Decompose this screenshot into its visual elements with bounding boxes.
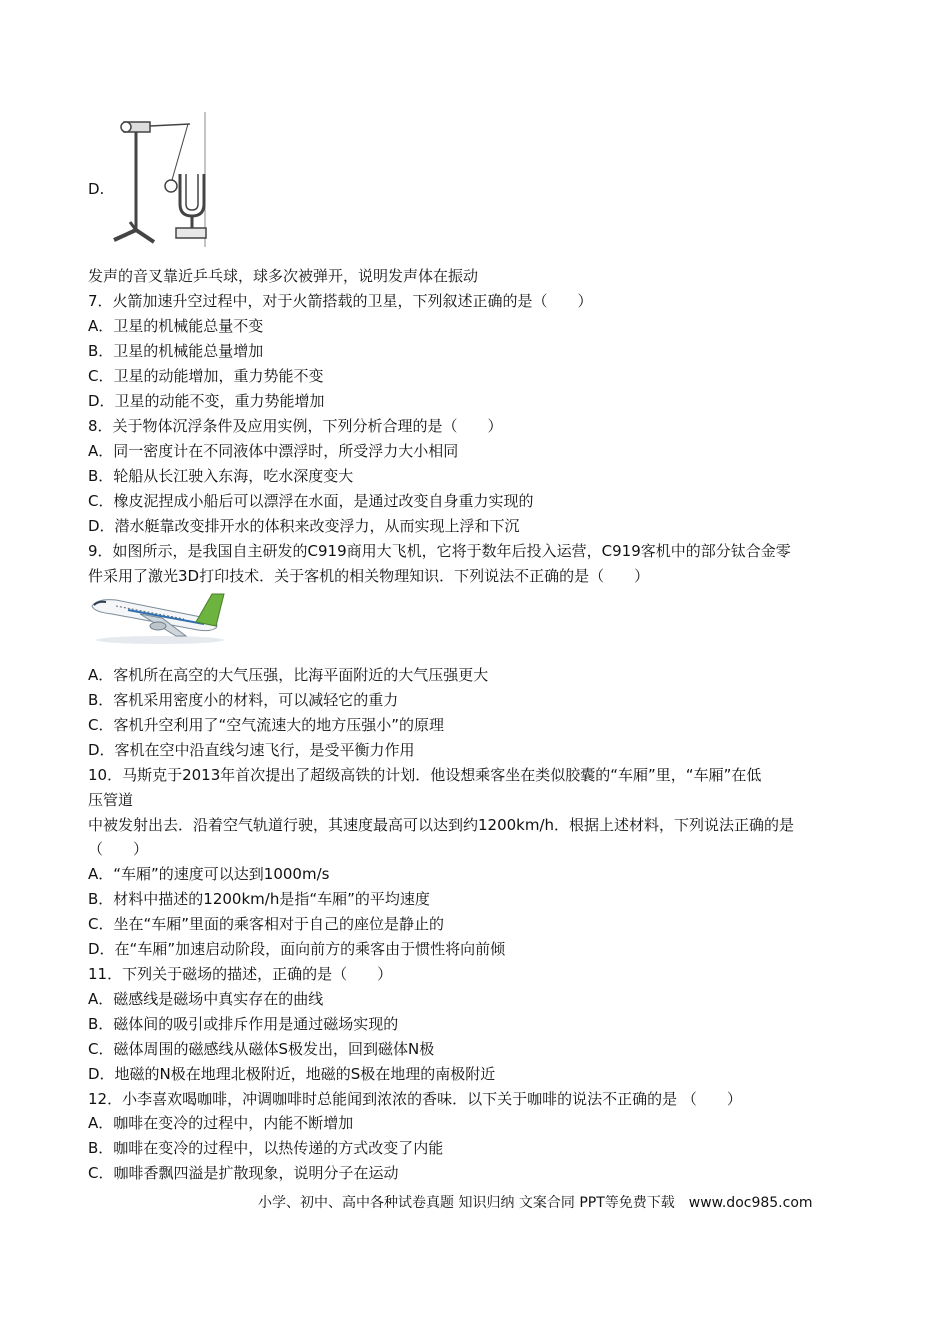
q8-option-b: B．轮船从长江驶入东海，吃水深度变大 xyxy=(88,467,354,485)
q8-option-a: A．同一密度计在不同液体中漂浮时，所受浮力大小相同 xyxy=(88,442,459,460)
q9-option-b: B．客机采用密度小的材料，可以减轻它的重力 xyxy=(88,691,399,709)
q10-option-c: C．坐在“车厢”里面的乘客相对于自己的座位是静止的 xyxy=(88,915,445,933)
q6-caption: 发声的音叉靠近乒乓球，球多次被弹开，说明发声体在振动 xyxy=(88,267,479,285)
q8-option-c: C．橡皮泥捏成小船后可以漂浮在水面，是通过改变自身重力实现的 xyxy=(88,492,534,510)
tuning-fork-figure xyxy=(108,112,208,247)
q8-stem: 8．关于物体沉浮条件及应用实例，下列分析合理的是（ ） xyxy=(88,417,503,435)
q10-stem-line3: 中被发射出去．沿着空气轨道行驶，其速度最高可以达到约1200km/h．根据上述材料，下列说法正确的是 xyxy=(88,816,795,834)
q10-option-b: B．材料中描述的1200km/h是指“车厢”的平均速度 xyxy=(88,890,430,908)
q9-stem-line2: 件采用了激光3D打印技术．关于客机的相关物理知识．下列说法不正确的是（ ） xyxy=(88,567,650,585)
q9-option-a: A．客机所在高空的大气压强，比海平面附近的大气压强更大 xyxy=(88,666,489,684)
q11-option-c: C．磁体周围的磁感线从磁体S极发出，回到磁体N极 xyxy=(88,1040,435,1058)
q10-stem-line2: 压管道 xyxy=(88,791,134,809)
q10-option-a: A．“车厢”的速度可以达到1000m/s xyxy=(88,865,330,883)
q7-stem: 7．火箭加速升空过程中，对于火箭搭载的卫星，下列叙述正确的是（ ） xyxy=(88,292,593,310)
q9-option-c: C．客机升空利用了“空气流速大的地方压强小”的原理 xyxy=(88,716,445,734)
q12-option-a: A．咖啡在变冷的过程中，内能不断增加 xyxy=(88,1114,354,1132)
q10-stem-line4: （ ） xyxy=(88,840,149,858)
q7-option-d: D．卫星的动能不变，重力势能增加 xyxy=(88,392,325,410)
q9-stem-line1: 9．如图所示，是我国自主研发的C919商用大飞机，它将于数年后投入运营，C919客机中的部分钛合金零 xyxy=(88,542,791,560)
q12-option-c: C．咖啡香飘四溢是扩散现象，说明分子在运动 xyxy=(88,1164,399,1182)
q11-option-b: B．磁体间的吸引或排斥作用是通过磁场实现的 xyxy=(88,1015,399,1033)
q10-option-d: D．在“车厢”加速启动阶段，面向前方的乘客由于惯性将向前倾 xyxy=(88,940,506,958)
q11-stem: 11．下列关于磁场的描述，正确的是（ ） xyxy=(88,965,393,983)
q7-option-b: B．卫星的机械能总量增加 xyxy=(88,342,264,360)
q11-option-d: D．地磁的N极在地理北极附近，地磁的S极在地理的南极附近 xyxy=(88,1065,496,1083)
q8-option-d: D．潜水艇靠改变排开水的体积来改变浮力，从而实现上浮和下沉 xyxy=(88,517,520,535)
q7-option-c: C．卫星的动能增加，重力势能不变 xyxy=(88,367,324,385)
q10-stem-line1: 10．马斯克于2013年首次提出了超级高铁的计划．他设想乘客坐在类似胶囊的“车厢”里，“车厢”在低 xyxy=(88,766,762,784)
q11-option-a: A．磁感线是磁场中真实存在的曲线 xyxy=(88,990,324,1008)
page-footer: 小学、初中、高中各种试卷真题 知识归纳 文案合同 PPT等免费下载 www.doc985.com xyxy=(258,1195,813,1211)
q6-option-d-label: D. xyxy=(88,180,105,198)
q7-option-a: A．卫星的机械能总量不变 xyxy=(88,317,264,335)
c919-airplane-figure xyxy=(88,588,233,646)
q12-option-b: B．咖啡在变冷的过程中，以热传递的方式改变了内能 xyxy=(88,1139,444,1157)
q9-option-d: D．客机在空中沿直线匀速飞行，是受平衡力作用 xyxy=(88,741,415,759)
q12-stem: 12．小李喜欢喝咖啡，冲调咖啡时总能闻到浓浓的香味．以下关于咖啡的说法不正确的是 （ ） xyxy=(88,1090,742,1108)
